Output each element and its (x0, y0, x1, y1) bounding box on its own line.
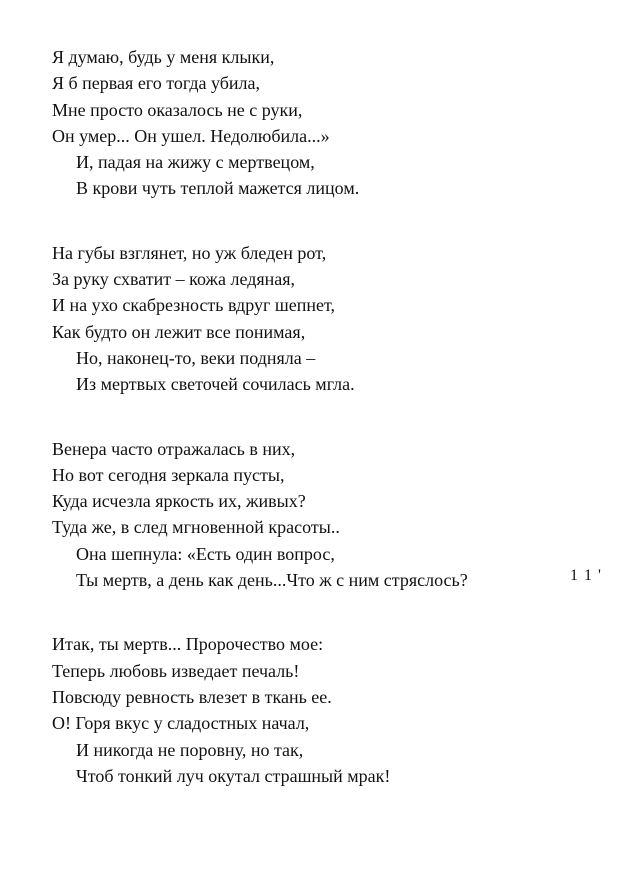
poem-line: Как будто он лежит все понимая, (52, 321, 306, 342)
poem-line: О! Горя вкус у сладостных начал, (52, 713, 310, 734)
poem-line-couplet: Ты мертв, а день как день...Что ж с ним стряслось? (76, 570, 468, 591)
poem-line-couplet: Чтоб тонкий луч окутал страшный мрак! (76, 765, 391, 786)
stanza-2 (52, 240, 612, 398)
poem-line: Он умер... Он ушел. Недолюбила...» (52, 125, 330, 146)
poem-line: Туда же, в след мгновенной красоты.. (52, 517, 340, 538)
poem-line: Теперь любовь изведает печаль! (52, 660, 300, 681)
poem (52, 44, 612, 827)
poem-line-couplet: И никогда не поровну, но так, (76, 739, 304, 760)
poem-line: Куда исчезла яркость их, живых? (52, 491, 306, 512)
poem-line-couplet: Но, наконец-то, веки подняла – (76, 347, 316, 368)
poem-line: Я б первая его тогда убила, (52, 73, 261, 94)
poem-line: Но вот сегодня зеркала пусты, (52, 464, 285, 485)
stanza-3 (52, 436, 612, 594)
poem-line-couplet: Она шепнула: «Есть один вопрос, (76, 543, 335, 564)
poem-line: Я думаю, будь у меня клыки, (52, 47, 275, 67)
poem-line: Венера часто отражалась в них, (52, 438, 296, 459)
stanza-1 (52, 44, 612, 202)
poem-line: Повсюду ревность влезет в ткань ее. (52, 686, 332, 707)
poem-line-couplet: Из мертвых светочей сочилась мгла. (76, 374, 355, 395)
poem-line-couplet: В крови чуть теплой мажется лицом. (76, 178, 360, 199)
poem-line: За руку схватит – кожа ледяная, (52, 269, 296, 290)
poem-line: Итак, ты мертв... Пророчество мое: (52, 634, 324, 655)
poem-line: На губы взглянет, но уж бледен рот, (52, 242, 327, 263)
line-number: 1 1 ' (570, 567, 602, 584)
poem-line: Мне просто оказалось не с руки, (52, 99, 303, 120)
poem-line: И на ухо скабрезность вдруг шепнет, (52, 295, 335, 316)
stanza-4 (52, 631, 612, 789)
poem-line-couplet: И, падая на жижу с мертвецом, (76, 152, 315, 173)
